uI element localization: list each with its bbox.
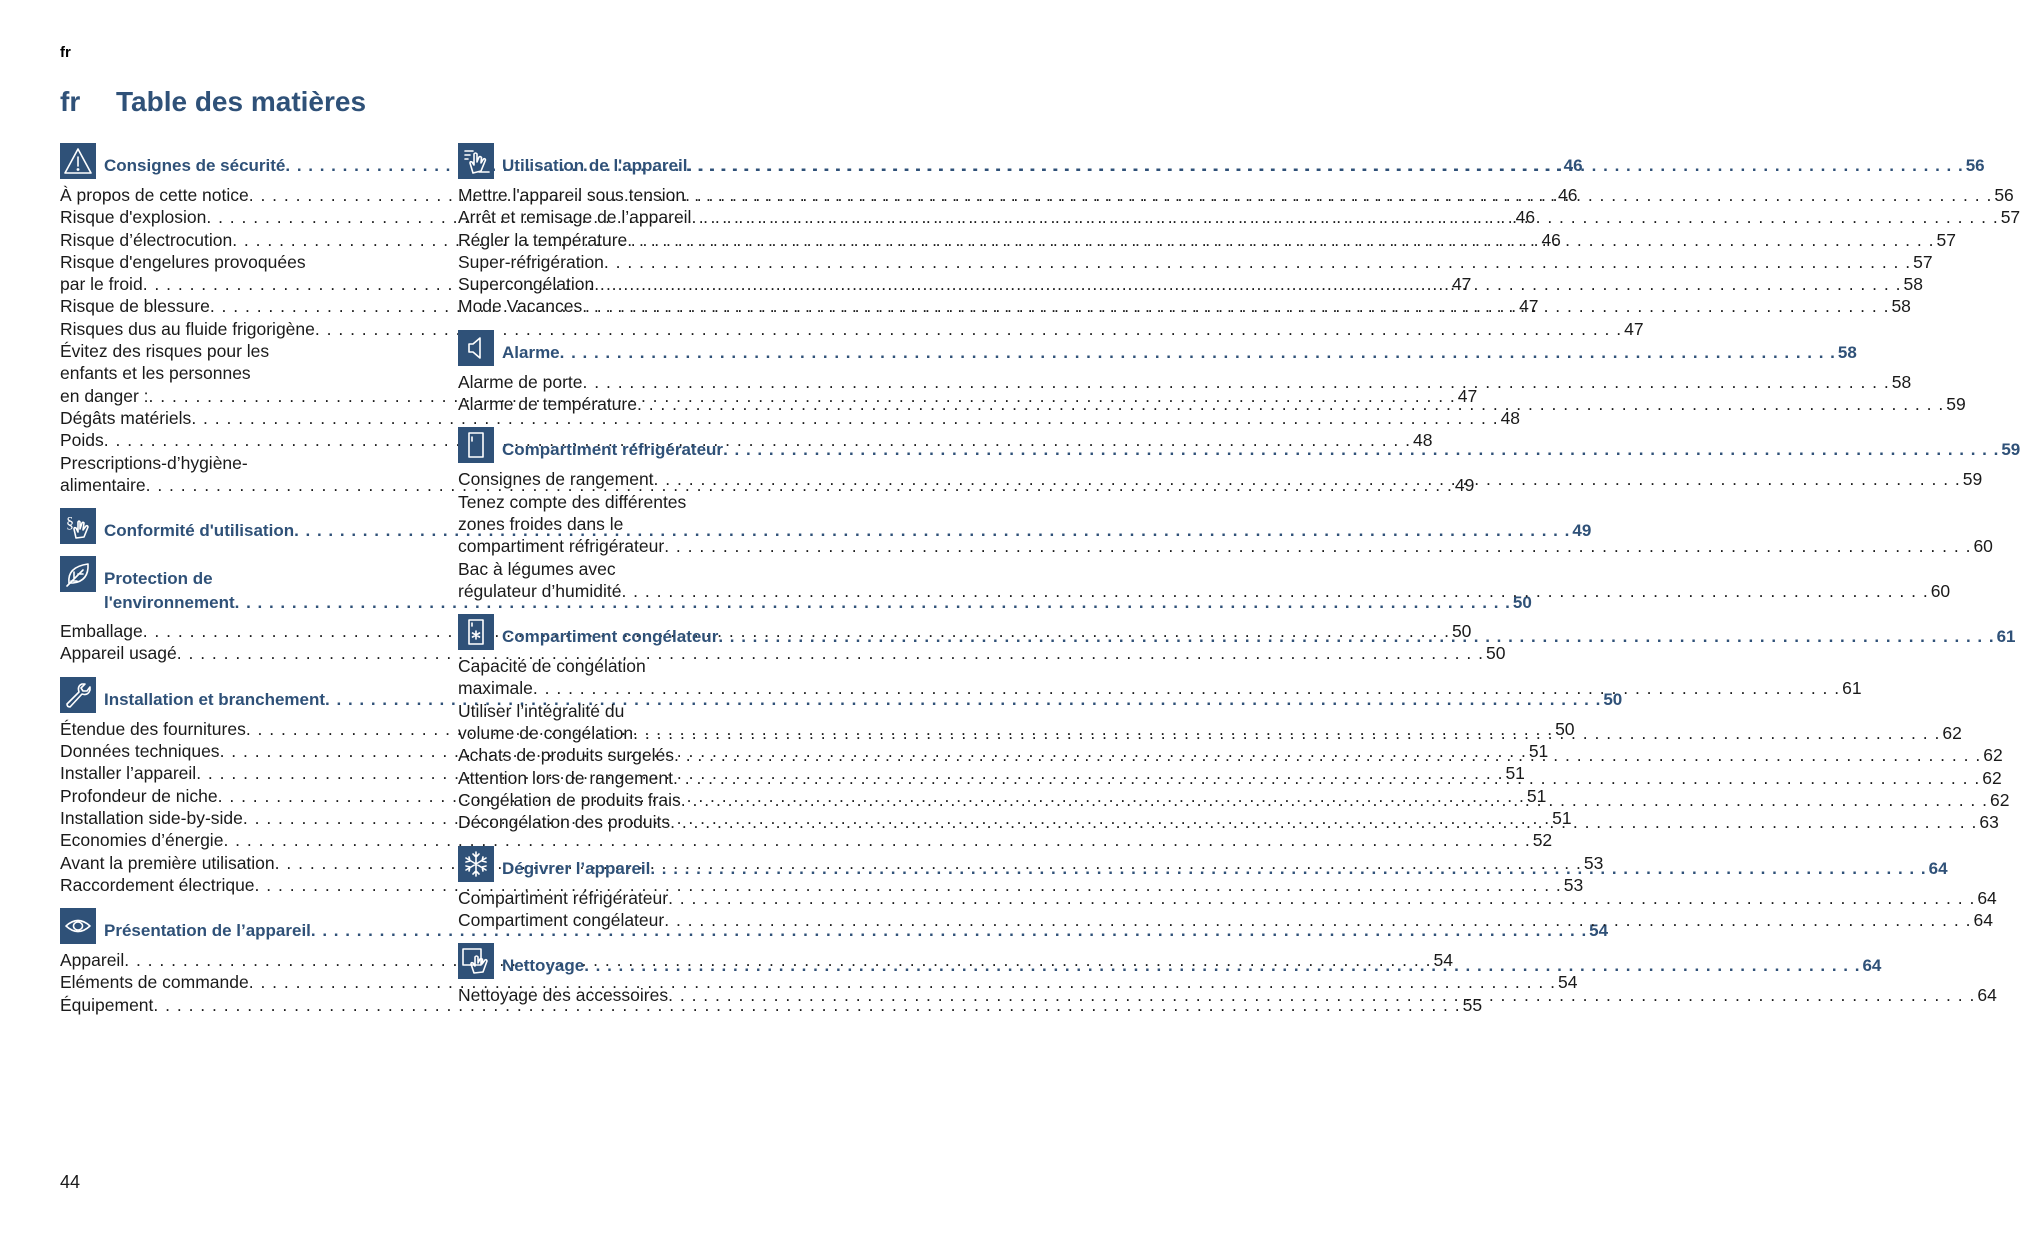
toc-text: Bac à légumes avec	[458, 558, 616, 579]
toc-text: Données techniques	[60, 741, 220, 762]
dot-leader	[664, 909, 1971, 931]
toc-text: Congélation de produits frais	[458, 789, 681, 810]
toc-text: maximale	[458, 678, 533, 699]
toc-text: Tenez compte des différentes	[458, 491, 687, 512]
toc-line-with-page	[60, 318, 1644, 340]
toc-text: Compartiment congélateur	[458, 909, 665, 930]
toc-text: À propos de cette notice	[60, 185, 249, 205]
dot-leader	[621, 580, 1928, 602]
page-ref: 64	[1977, 887, 1997, 908]
page-ref: 56	[1994, 185, 2014, 205]
page-ref: 49	[1454, 474, 1475, 495]
page-ref: 59	[2001, 440, 2020, 460]
page-ref: 51	[1526, 785, 1547, 806]
section-heading[interactable]	[458, 330, 1857, 366]
toc-entry[interactable]	[60, 407, 1521, 429]
dot-leader	[560, 341, 1836, 365]
page-ref: 58	[1891, 371, 1912, 392]
page-ref: 60	[1930, 580, 1951, 601]
section-title	[502, 143, 1985, 178]
page-ref: 50	[1486, 643, 1506, 664]
page-ref: 50	[1512, 593, 1532, 613]
dot-leader	[594, 273, 1901, 295]
toc-line	[458, 558, 820, 580]
toc-line	[458, 491, 820, 513]
toc-line-with-page	[502, 341, 1857, 365]
toc-line-with-page	[502, 154, 1985, 178]
page-ref: 53	[1563, 874, 1584, 895]
dot-leader	[687, 154, 1963, 178]
page-ref: 57	[1913, 251, 1933, 272]
toc-line-with-page	[458, 371, 1912, 393]
cleaning-hand-icon	[458, 943, 494, 979]
toc-text: Installation side-by-side	[60, 807, 243, 828]
section-title	[502, 943, 1881, 978]
toc-text: Compartiment réfrigérateur	[502, 440, 724, 460]
page-ref: 51	[1528, 741, 1549, 762]
page-ref: 50	[1555, 718, 1575, 739]
toc-text: Capacité de congélation	[458, 656, 646, 677]
toc-text: Compartiment réfrigérateur	[458, 887, 669, 908]
page-ref: 54	[1433, 950, 1453, 971]
page-ref: 50	[1451, 621, 1472, 642]
toc-text: alimentaire	[60, 474, 146, 495]
page-ref: 50	[1603, 689, 1623, 709]
toc-text: Installer l’appareil	[60, 763, 197, 784]
toc-line	[60, 340, 422, 362]
toc-line-with-page	[458, 580, 1951, 602]
page-ref: 62	[1982, 767, 2002, 788]
toc-text: Risque d'engelures provoquées	[60, 251, 306, 272]
toc-line-with-page	[458, 251, 1933, 273]
toc-line	[60, 362, 422, 384]
toc-text: Alarme	[502, 342, 560, 362]
wrench-icon	[60, 677, 96, 713]
toc-text: Consignes de rangement	[458, 469, 654, 490]
page-ref: 58	[1903, 274, 1923, 295]
dot-leader	[668, 887, 1975, 909]
page-title	[60, 86, 366, 118]
section-title	[502, 427, 2020, 462]
language-tag: fr	[60, 44, 71, 61]
fridge-icon	[458, 427, 494, 463]
page-number: 44	[60, 1172, 81, 1192]
toc-text: enfants et les personnes	[60, 363, 251, 384]
page-ref: 62	[1942, 723, 1962, 744]
page-ref: 58	[1837, 342, 1857, 362]
page-ref: 64	[1977, 985, 1997, 1006]
title-text: Table des matières	[116, 86, 367, 117]
toc-line-with-page	[502, 954, 1881, 978]
toc-text: Compartiment congélateur	[502, 627, 719, 647]
toc-text: zones froides dans le	[458, 513, 624, 534]
section-title	[502, 846, 1948, 881]
toc-text: Appareil	[60, 950, 125, 971]
dot-leader	[681, 789, 1988, 811]
toc-text: Prescriptions-d’hygiène-	[60, 452, 248, 473]
dot-leader	[583, 371, 1890, 393]
toc-text: volume de congélation	[458, 723, 634, 744]
toc-line-with-page	[502, 438, 2020, 462]
toc-text: Décongélation des produits	[458, 812, 671, 833]
toc-text: Présentation de l’appareil	[104, 921, 311, 941]
section-title	[502, 614, 2016, 649]
toc-text: Conformité d'utilisation	[104, 521, 295, 541]
toc-text: Raccordement électrique	[60, 874, 255, 895]
svg-text:§: §	[66, 515, 74, 533]
toc-text: Équipement	[60, 994, 154, 1015]
dot-leader	[670, 811, 1977, 833]
toc-text: Nettoyage	[502, 956, 585, 976]
leaf-icon	[60, 556, 96, 592]
toc-entry[interactable]	[60, 642, 1506, 664]
toc-entry[interactable]	[458, 371, 1912, 393]
dot-leader	[604, 251, 1911, 273]
snowflake-icon	[458, 846, 494, 882]
dot-leader	[654, 468, 1961, 490]
toc-text: Alarme de porte	[458, 371, 583, 392]
dot-leader	[718, 625, 1994, 649]
toc-text: compartiment réfrigérateur	[458, 536, 665, 557]
page-ref: 46	[1541, 229, 1561, 250]
toc-entry[interactable]	[60, 874, 1584, 896]
toc-line-with-page	[502, 625, 2016, 649]
page-ref: 47	[1624, 318, 1644, 339]
toc-entry[interactable]	[60, 318, 1644, 340]
toc-entry[interactable]	[60, 971, 1578, 993]
toc-text: Risque de blessure	[60, 296, 210, 317]
page-ref: 61	[1842, 678, 1862, 699]
toc-text: Poids	[60, 430, 104, 451]
toc-text: Alarme de température	[458, 394, 637, 415]
speaker-icon	[458, 330, 494, 366]
page-ref: 54	[1589, 921, 1609, 941]
page-ref: 48	[1500, 407, 1521, 428]
page-ref: 48	[1413, 430, 1433, 451]
dot-leader	[723, 438, 1999, 462]
toc-line-with-page	[60, 407, 1521, 429]
toc-text: Régler la température	[458, 229, 628, 250]
toc-text: Consignes de sécurité	[104, 156, 286, 175]
toc-text: régulateur d’humidité	[458, 580, 622, 601]
page-ref: 47	[1451, 274, 1472, 295]
page-ref: 52	[1532, 830, 1553, 851]
toc-text: Mode Vacances	[458, 296, 583, 317]
toc-line-with-page	[60, 829, 1553, 851]
page-ref: 64	[1862, 956, 1882, 976]
toc-line	[458, 513, 820, 535]
page-ref: 62	[1983, 745, 2003, 766]
page-ref: 63	[1979, 812, 1999, 833]
toc-text: Mettre l'appareil sous tension	[458, 185, 686, 205]
dot-leader	[584, 954, 1860, 978]
toc-line-with-page	[458, 535, 1993, 557]
dot-leader	[691, 206, 1998, 228]
page-ref: 56	[1965, 156, 1985, 175]
toc-line-with-page	[60, 971, 1578, 993]
page-ref: 49	[1572, 521, 1592, 541]
title-language-code: fr	[60, 86, 81, 117]
toc-line	[458, 655, 820, 677]
toc-text: Protection de	[104, 569, 213, 589]
page-ref: 62	[1990, 789, 2010, 810]
toc-text: Profondeur de niche	[60, 785, 218, 806]
toc-text: l'environnement	[104, 593, 235, 613]
paragraph-hand-icon	[60, 508, 96, 544]
toc-line	[60, 251, 422, 273]
toc-text: Étendue des fournitures	[60, 718, 246, 739]
toc-text: Nettoyage des accessoires	[458, 985, 669, 1006]
toc-entry[interactable]	[458, 251, 1933, 273]
dot-leader	[685, 184, 1992, 206]
page-ref: 60	[1973, 536, 1993, 557]
page-ref: 46	[1557, 185, 1578, 205]
page-ref: 61	[1996, 627, 2016, 647]
toc-text: Risques dus au fluide frigorigène	[60, 318, 315, 339]
hand-press-icon	[458, 143, 494, 179]
eye-icon	[60, 908, 96, 944]
toc-line-with-page	[502, 857, 1948, 881]
toc-text: Utilisation de l'appareil	[502, 156, 688, 175]
toc-text: Eléments de commande	[60, 972, 249, 993]
freezer-icon	[458, 614, 494, 650]
toc-text: Achats de produits surgelés	[458, 745, 674, 766]
toc-text: Attention lors de rangement	[458, 767, 673, 788]
toc-line	[458, 700, 820, 722]
page-ref: 46	[1515, 207, 1536, 228]
toc-text: Economies d’énergie	[60, 830, 224, 851]
page-ref: 59	[1962, 469, 1983, 490]
toc-entry[interactable]	[458, 887, 1997, 909]
page-ref: 64	[1928, 858, 1948, 878]
dot-leader	[664, 535, 1971, 557]
toc-text: Super-réfrigération	[458, 251, 604, 272]
toc-text: Appareil usagé	[60, 643, 177, 664]
page-ref: 58	[1891, 296, 1911, 317]
dot-leader	[674, 744, 1981, 766]
dot-leader	[637, 393, 1944, 415]
toc-text: Emballage	[60, 621, 143, 642]
page-ref: 46	[1563, 156, 1583, 175]
dot-leader	[633, 722, 1940, 744]
page-ref: 57	[1936, 229, 1956, 250]
page-ref: 53	[1583, 852, 1604, 873]
toc-line-with-page	[458, 887, 1997, 909]
dot-leader	[673, 767, 1980, 789]
toc-text: Dégivrer l’appareil	[502, 858, 651, 878]
toc-text: Avant la première utilisation	[60, 852, 275, 873]
page-ref: 54	[1557, 972, 1578, 993]
toc-text: Supercongélation	[458, 274, 595, 295]
page-ref: 64	[1973, 909, 1993, 930]
toc-text: par le froid	[60, 274, 143, 295]
dot-leader	[582, 295, 1889, 317]
page-ref: 51	[1505, 763, 1525, 784]
dot-leader	[533, 677, 1840, 699]
toc-line-with-page	[60, 874, 1584, 896]
toc-line	[60, 452, 422, 474]
warning-icon	[60, 143, 96, 179]
dot-leader	[668, 984, 1975, 1006]
page-ref: 55	[1462, 994, 1483, 1015]
section-title	[502, 330, 1857, 365]
page-ref: 51	[1552, 807, 1572, 828]
toc-text: Dégâts matériels	[60, 407, 192, 428]
toc-text: Risque d’électrocution	[60, 229, 233, 250]
page-ref: 47	[1519, 296, 1539, 317]
toc-text: Utiliser l’intégralité du	[458, 700, 625, 721]
dot-leader	[650, 857, 1926, 881]
page-ref: 57	[2000, 207, 2020, 228]
page-ref: 59	[1946, 394, 1966, 415]
toc-text: Risque d'explosion	[60, 207, 207, 228]
dot-leader	[627, 229, 1934, 251]
page-ref: 47	[1457, 385, 1478, 406]
toc-text: Évitez des risques pour les	[60, 341, 270, 362]
toc-text: en danger :	[60, 385, 149, 406]
toc-line-with-page	[60, 642, 1506, 664]
toc-text: Installation et branchement	[104, 689, 326, 709]
toc-entry[interactable]	[60, 829, 1553, 851]
toc-text: Arrêt et remisage de l’appareil	[458, 207, 692, 228]
